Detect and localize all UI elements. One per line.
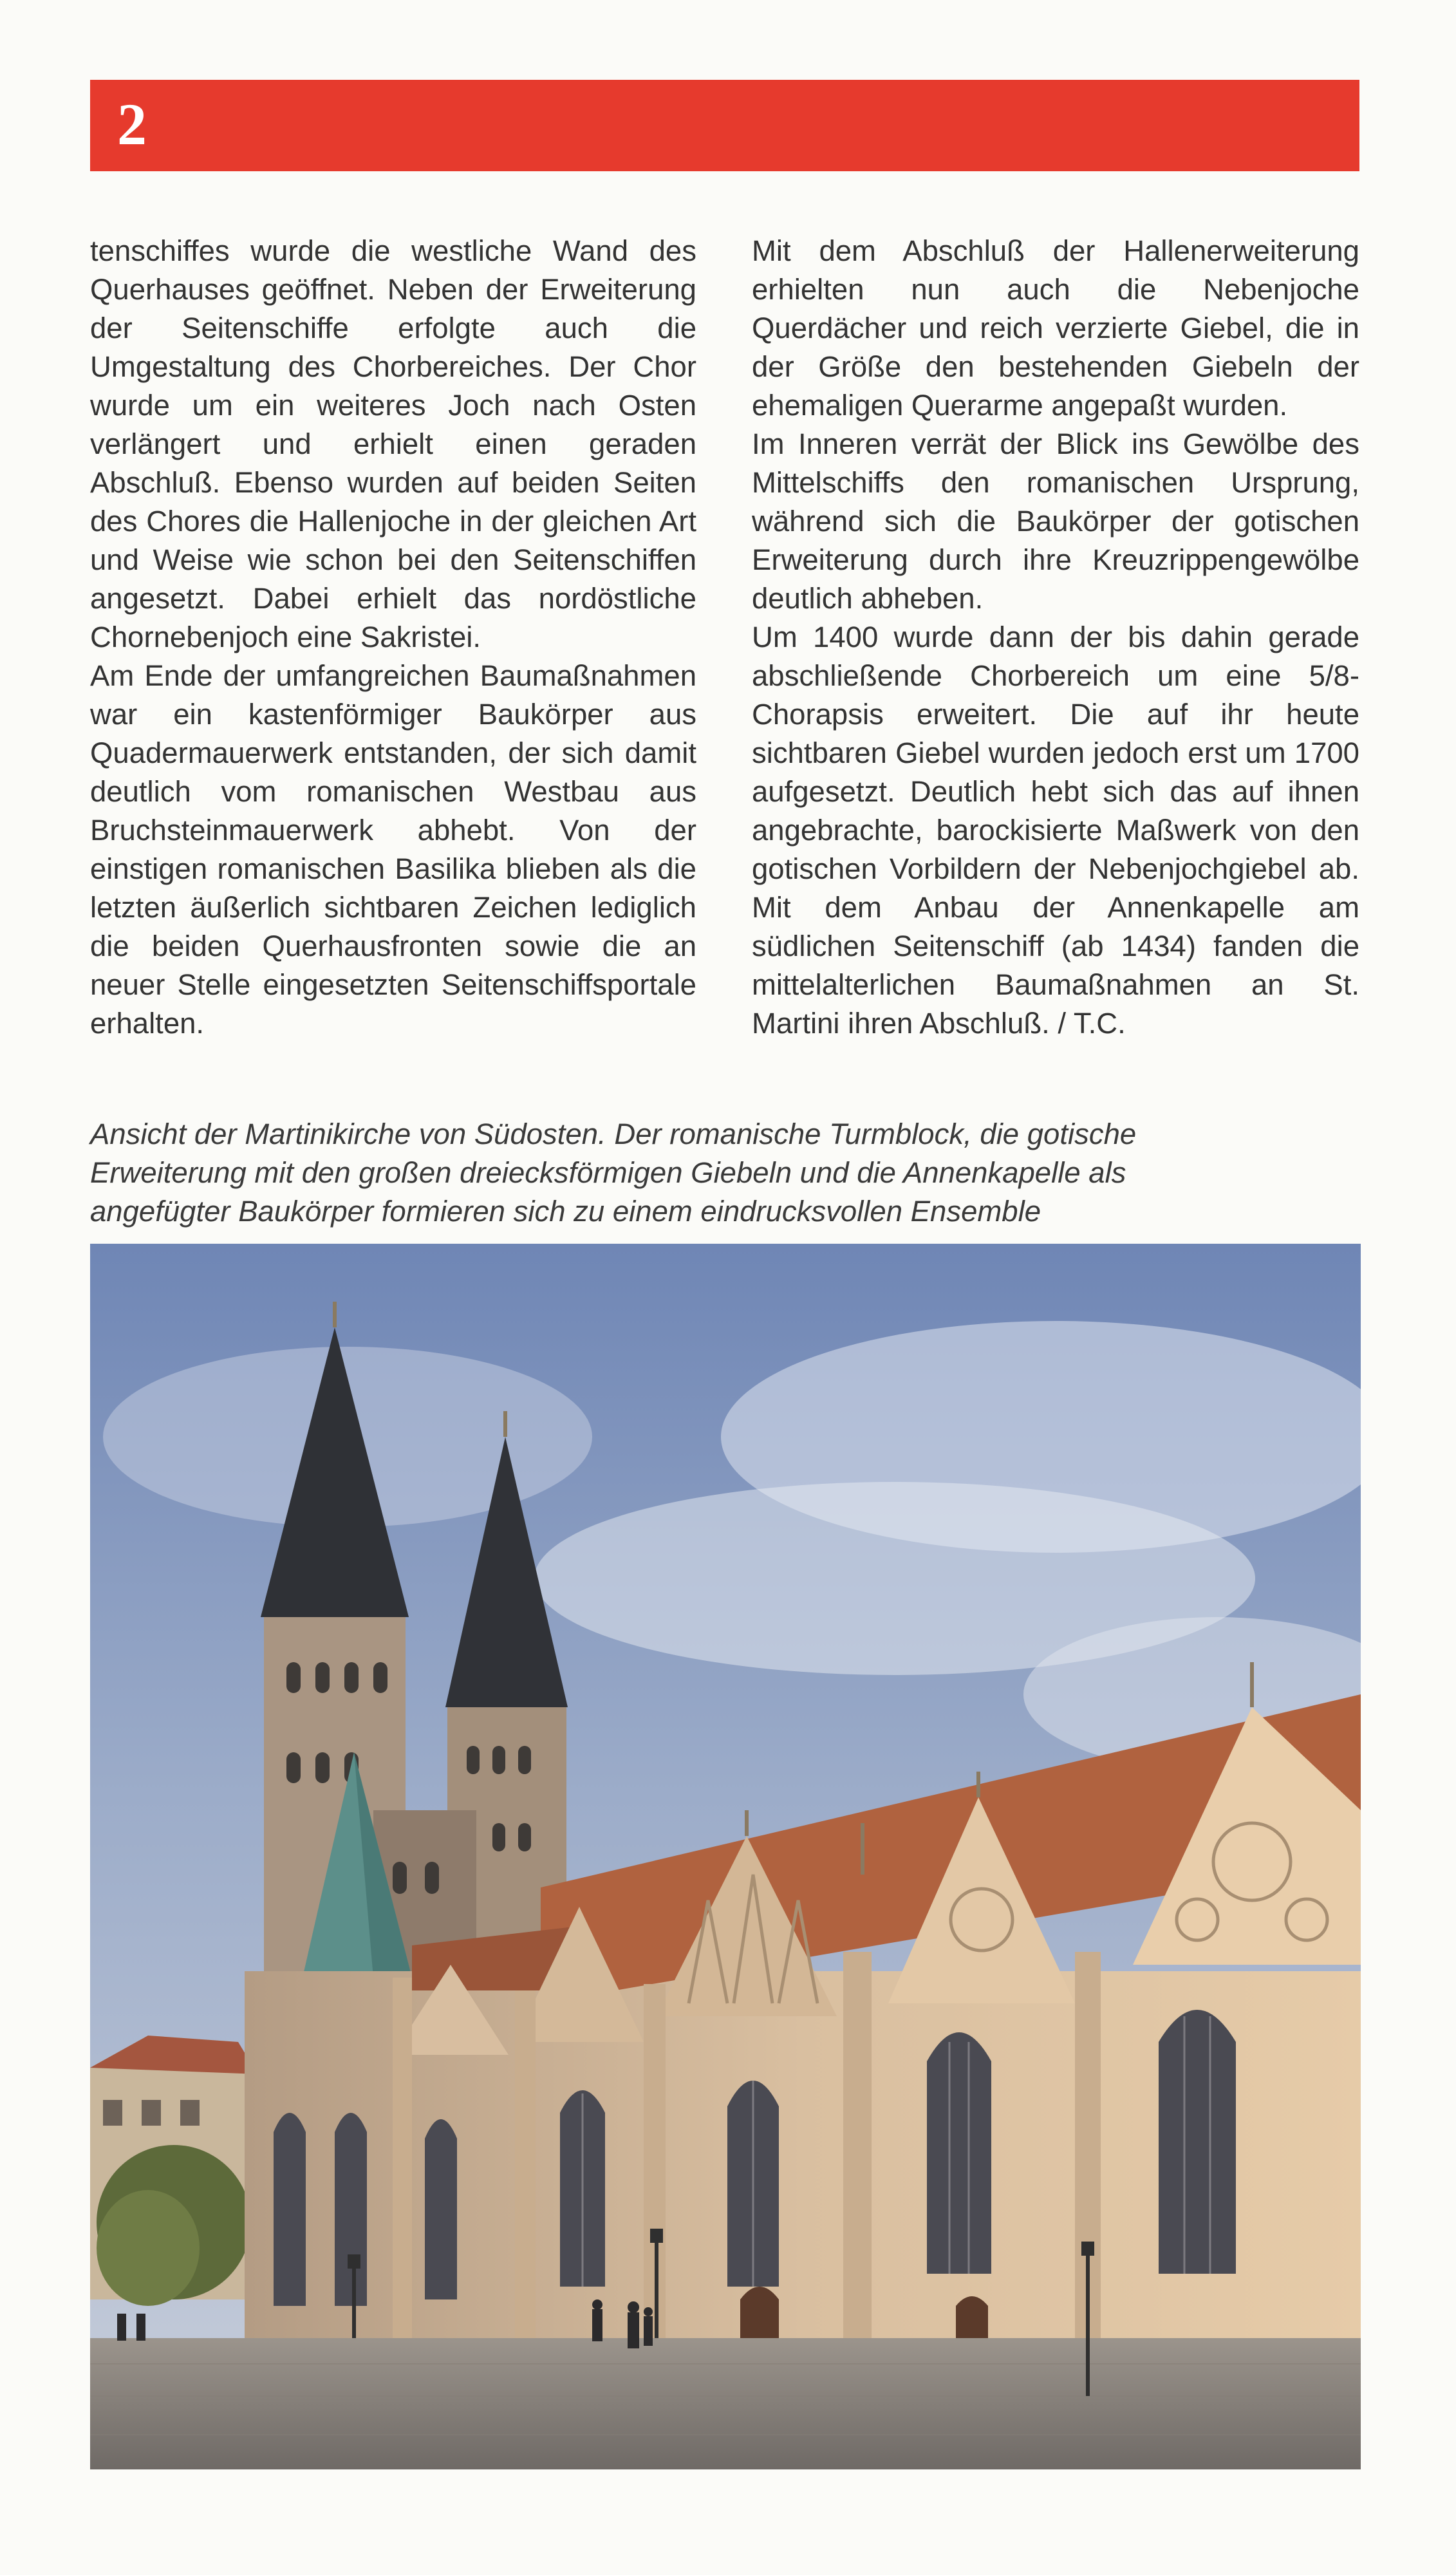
caption-line: Ansicht der Martinikirche von Südosten. Der romanische Turmblock, die gotische (90, 1118, 1137, 1150)
text-column-right (752, 232, 1359, 1043)
paragraph: tenschiffes wurde die westliche Wand des Querhauses geöffnet. Neben der Erweiterung der Seitenschiffe erfolgte auch die Umgestaltung des Chorbereiches. Der Chor wurde um ein weiteres Joch nach Osten verlängert und erhielt einen geraden Abschluß. Ebenso wurden auf beiden Seiten des Chores die Hallenjoche in der gleichen Art und Weise wie schon bei den Seitenschiffen angesetzt. Dabei erhielt das nordöstliche Chornebenjoch eine Sakristei. (90, 234, 696, 653)
text-column-left (90, 232, 696, 1043)
paragraph: Am Ende der umfangreichen Baumaßnahmen war ein kastenförmiger Baukörper aus Quadermauerwerk entstanden, der sich damit deutlich vom romanischen Westbau aus Bruchsteinmauerwerk abhebt. Von der einstigen romanischen Basilika blieben als die letzten äußerlich sichtbaren Zeichen lediglich die beiden Querhausfronten sowie die an neuer Stelle eingesetzten Seitenschiffsportale erhalten. (90, 659, 696, 1040)
church-photo (90, 1244, 1361, 2469)
paragraph: Mit dem Abschluß der Hallenerweiterung erhielten nun auch die Nebenjoche Querdächer und reich verzierte Giebel, die in der Größe den bestehenden Giebeln der ehemaligen Querarme angepaßt wurden. (752, 234, 1359, 422)
chapter-number: 2 (117, 91, 147, 157)
caption-line: Erweiterung mit den großen dreiecksförmigen Giebeln und die Annenkapelle als (90, 1156, 1126, 1189)
photo-caption (90, 1115, 1359, 1231)
paragraph: Um 1400 wurde dann der bis dahin gerade abschließende Chorbereich um eine 5/8-Chorapsis erweitert. Die auf ihr heute sichtbaren Giebel wurden jedoch erst um 1700 aufgesetzt. Deutlich hebt sich das auf ihnen angebrachte, barockisierte Maßwerk von den gotischen Vorbildern der Nebenjochgiebel ab. Mit dem Anbau der Annenkapelle am südlichen Seitenschiff (ab 1434) fanden die mittelalterlichen Baumaßnahmen an St. Martini ihren Abschluß. / T.C. (752, 621, 1359, 1040)
paragraph: Im Inneren verrät der Blick ins Gewölbe des Mittelschiffs den romanischen Ursprung, während sich die Baukörper der gotischen Erweiterung durch ihre Kreuzrippengewölbe deutlich abheben. (752, 427, 1359, 615)
chapter-header-band (90, 80, 1359, 171)
caption-line: angefügter Baukörper formieren sich zu einem eindrucksvollen Ensemble (90, 1195, 1041, 1228)
